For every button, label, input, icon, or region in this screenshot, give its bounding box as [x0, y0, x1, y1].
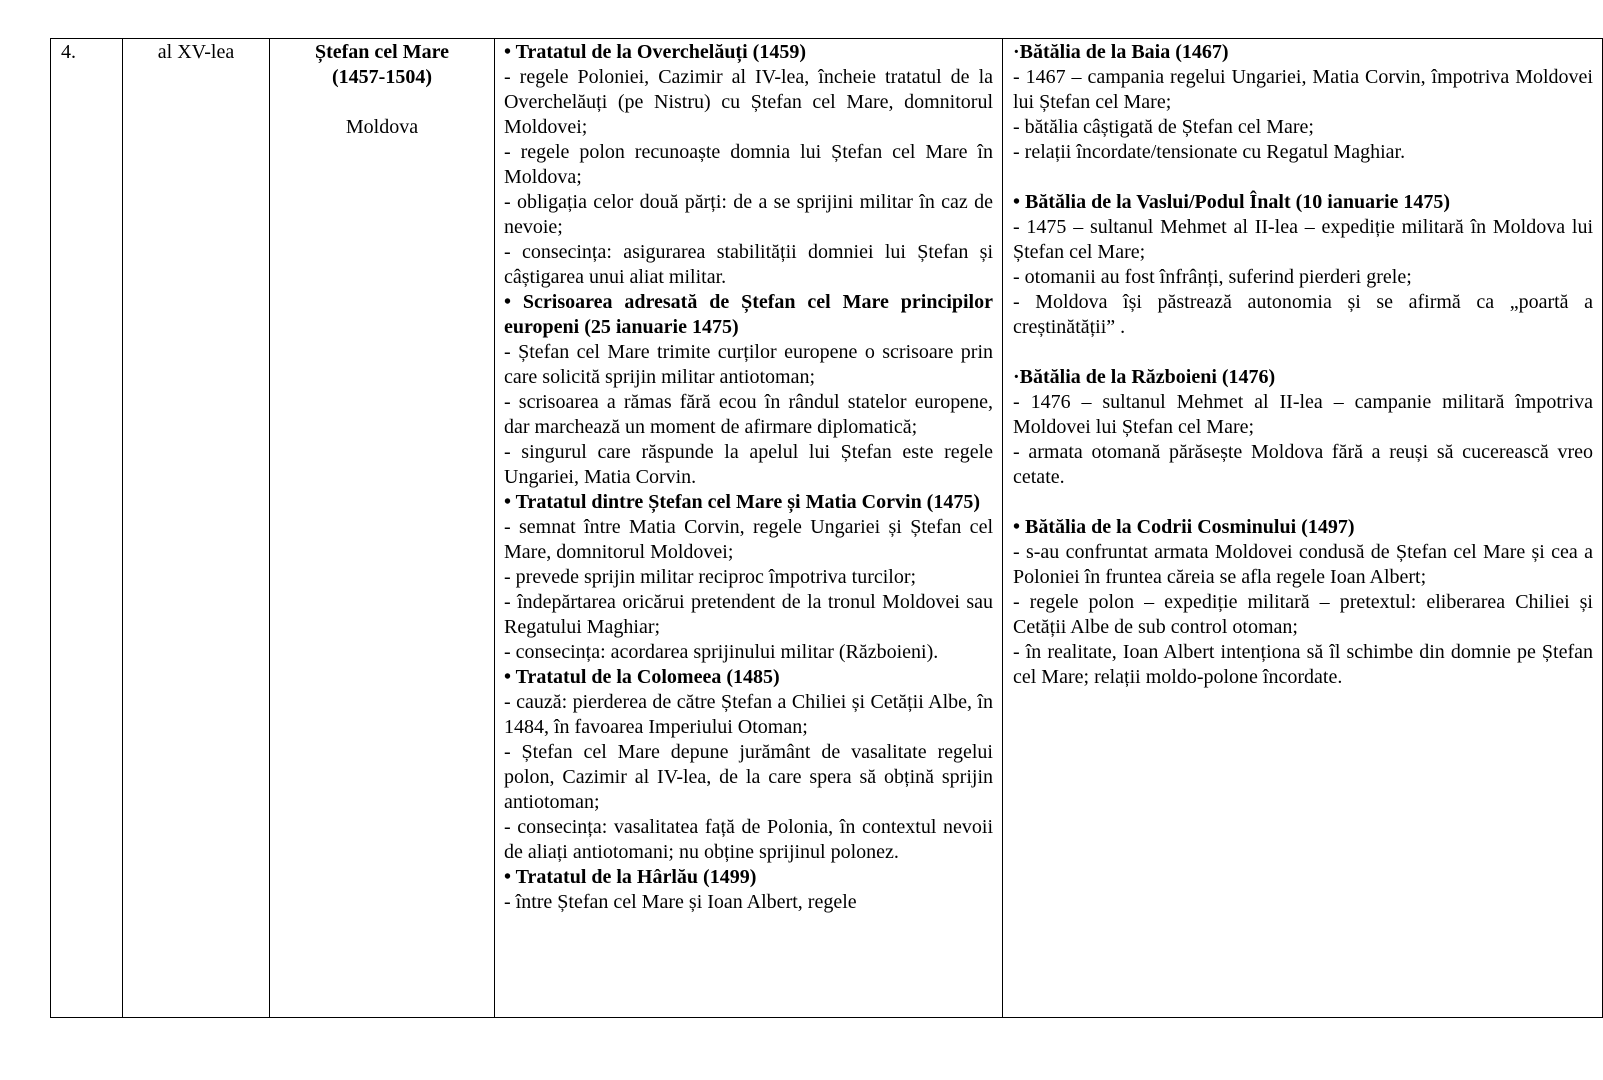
- battle-title: • Bătălia de la Codrii Cosminului (1497): [1013, 516, 1355, 538]
- battle-title: ·Bătălia de la Baia (1467): [1013, 41, 1229, 63]
- history-table: [50, 38, 1603, 1018]
- battle-entry: [1013, 40, 1593, 165]
- treaty-line: - prevede sprijin militar reciproc împotriva turcilor;: [504, 566, 917, 588]
- ruler-cell: [270, 39, 495, 1018]
- treaty-title: • Tratatul de la Hârlău (1499): [504, 866, 757, 888]
- battle-title: ·Bătălia de la Războieni (1476): [1013, 366, 1276, 388]
- battle-line: - relații încordate/tensionate cu Regatul Maghiar.: [1013, 141, 1406, 163]
- battle-entry: [1013, 190, 1593, 340]
- treaty-entry: [504, 665, 993, 865]
- battle-entry: [1013, 515, 1593, 690]
- battle-line: - 1476 – sultanul Mehmet al II-lea – campanie militară împotriva Moldovei lui Ștefan cel Mare;: [1013, 391, 1593, 438]
- century-cell: [123, 39, 270, 1018]
- treaty-line: - Ștefan cel Mare trimite curților europene o scrisoare prin care solicită sprijin militar antiotoman;: [504, 341, 993, 388]
- battles-cell: [1003, 39, 1603, 1018]
- battle-entry: [1013, 365, 1593, 490]
- treaty-title: • Scrisoarea adresată de Ștefan cel Mare principilor europeni (25 ianuarie 1475): [504, 291, 993, 338]
- battle-line: - otomanii au fost înfrânți, suferind pierderi grele;: [1013, 266, 1412, 288]
- diplomacy-list: [504, 40, 993, 915]
- battle-line: - 1475 – sultanul Mehmet al II-lea – expediție militară în Moldova lui Ștefan cel Mare;: [1013, 216, 1593, 263]
- treaty-line: - între Ștefan cel Mare și Ioan Albert, regele: [504, 891, 857, 913]
- treaty-line: - consecința: vasalitatea față de Polonia, în contextul nevoii de aliați antiotomani; nu obține sprijinul polonez.: [504, 816, 993, 863]
- treaty-line: - regele polon recunoaște domnia lui Ștefan cel Mare în Moldova;: [504, 141, 993, 188]
- treaty-title: • Tratatul de la Colomeea (1485): [504, 666, 780, 688]
- treaty-entry: [504, 40, 993, 290]
- treaty-line: - îndepărtarea oricărui pretendent de la tronul Moldovei sau Regatului Maghiar;: [504, 591, 993, 638]
- battle-line: - 1467 – campania regelui Ungariei, Matia Corvin, împotriva Moldovei lui Ștefan cel Mare;: [1013, 66, 1593, 113]
- treaty-line: - obligația celor două părți: de a se sprijini militar în caz de nevoie;: [504, 191, 993, 238]
- treaty-line: - regele Poloniei, Cazimir al IV-lea, încheie tratatul de la Overchelăuți (pe Nistru) cu Ștefan cel Mare, domnitorul Moldovei;: [504, 66, 993, 138]
- ruler-name: Ștefan cel Mare: [314, 41, 450, 63]
- section-spacer: [1013, 490, 1593, 515]
- section-spacer: [1013, 340, 1593, 365]
- treaty-line: - consecința: asigurarea stabilității domniei lui Ștefan și câștigarea unui aliat militar.: [504, 241, 993, 288]
- battle-line: - bătălia câștigată de Ștefan cel Mare;: [1013, 116, 1314, 138]
- treaty-title: • Tratatul de la Overchelăuți (1459): [504, 41, 806, 63]
- century: al XV-lea: [157, 41, 235, 63]
- battle-line: - s-au confruntat armata Moldovei condusă de Ștefan cel Mare și cea a Poloniei în fruntea căreia se afla regele Ioan Albert;: [1013, 541, 1593, 588]
- ruler-years: (1457-1504): [332, 66, 432, 88]
- row-number: 4.: [61, 41, 76, 63]
- row-number-cell: [51, 39, 123, 1018]
- treaty-line: - singurul care răspunde la apelul lui Ștefan este regele Ungariei, Matia Corvin.: [504, 441, 993, 488]
- treaty-line: - scrisoarea a rămas fără ecou în rândul statelor europene, dar marchează un moment de afirmare diplomatică;: [504, 391, 993, 438]
- battle-title: • Bătălia de la Vaslui/Podul Înalt (10 ianuarie 1475): [1013, 191, 1451, 213]
- treaty-line: - cauză: pierderea de către Ștefan a Chiliei și Cetății Albe, în 1484, în favoarea Imperiului Otoman;: [504, 691, 993, 738]
- diplomacy-cell: [495, 39, 1003, 1018]
- table-row: [51, 39, 1603, 1018]
- battle-line: - armata otomană părăsește Moldova fără a reuși să cucerească vreo cetate.: [1013, 441, 1593, 488]
- section-spacer: [1013, 165, 1593, 190]
- treaty-line: - semnat între Matia Corvin, regele Ungariei și Ștefan cel Mare, domnitorul Moldovei;: [504, 516, 993, 563]
- treaty-line: - consecința: acordarea sprijinului militar (Războieni).: [504, 641, 939, 663]
- battle-line: - Moldova își păstrează autonomia și se afirmă ca „poartă a creștinătății” .: [1013, 291, 1593, 338]
- battle-line: - regele polon – expediție militară – pretextul: eliberarea Chiliei și Cetății Albe de sub control otoman;: [1013, 591, 1593, 638]
- treaty-line: - Ștefan cel Mare depune jurământ de vasalitate regelui polon, Cazimir al IV-lea, de la care spera să obțină sprijin antiotoman;: [504, 741, 993, 813]
- treaty-entry: [504, 290, 993, 490]
- battles-list: [1013, 40, 1593, 690]
- treaty-title: • Tratatul dintre Ștefan cel Mare și Matia Corvin (1475): [504, 491, 981, 513]
- ruler-country: Moldova: [345, 116, 419, 138]
- battle-line: - în realitate, Ioan Albert intenționa să îl schimbe din domnie pe Ștefan cel Mare; relații moldo-polone încordate.: [1013, 641, 1593, 688]
- treaty-entry: [504, 865, 993, 915]
- treaty-entry: [504, 490, 993, 665]
